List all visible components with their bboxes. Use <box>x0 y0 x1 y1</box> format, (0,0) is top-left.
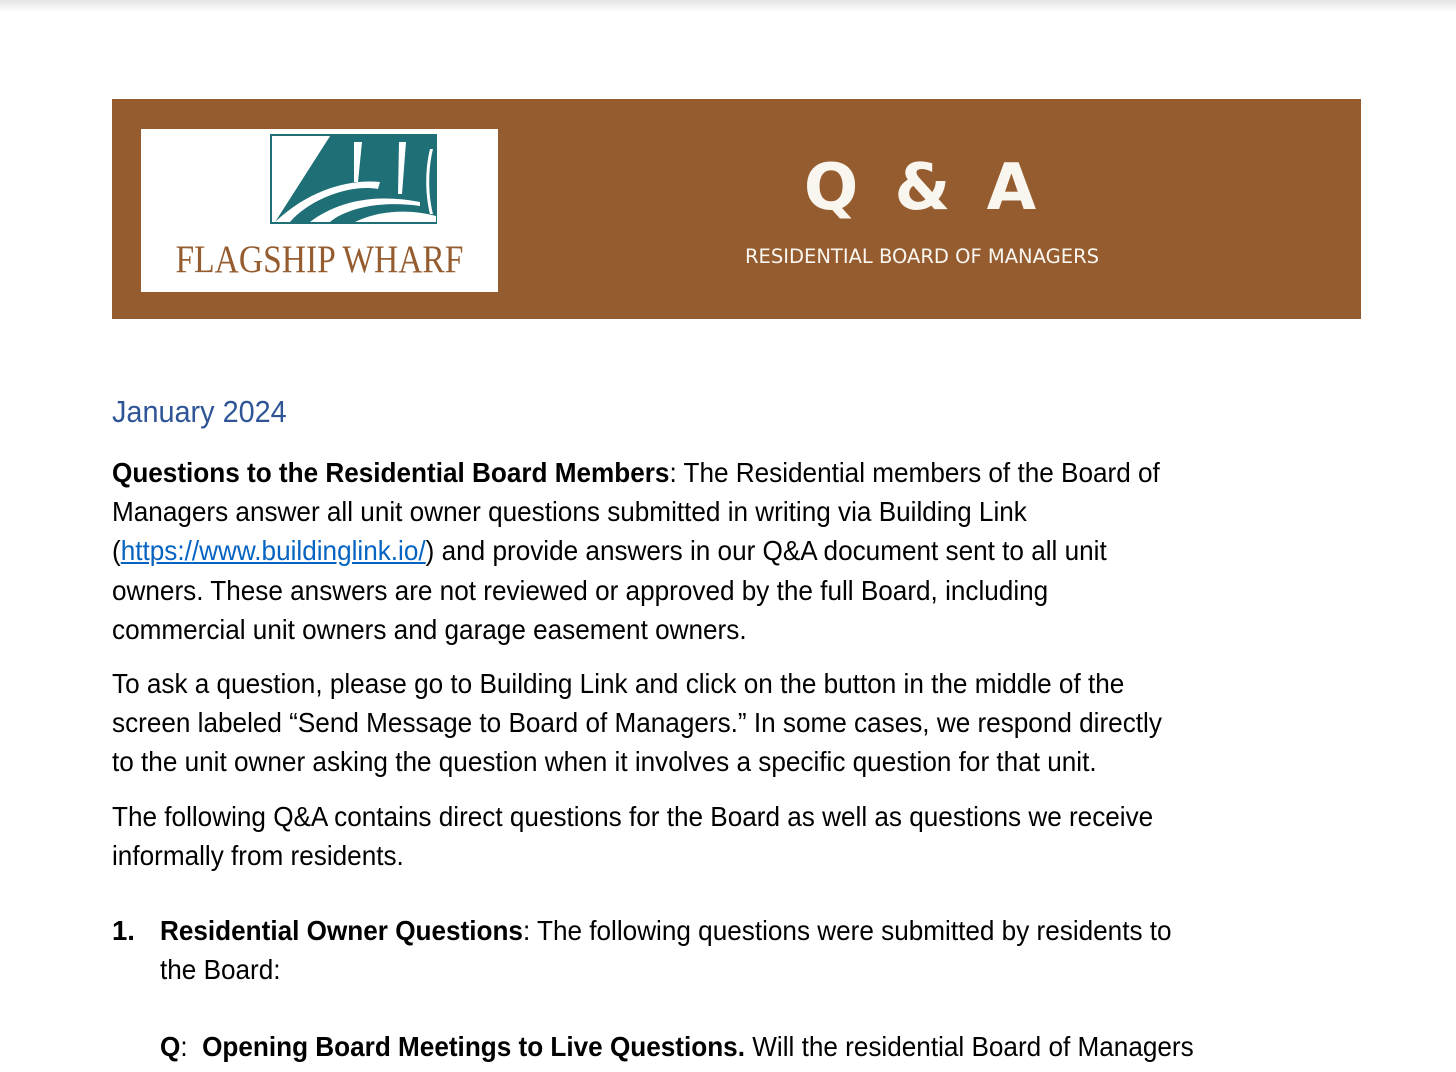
flagship-wharf-logo <box>141 129 498 292</box>
following-line-2: informally from residents. <box>112 840 404 872</box>
section-1-line-2: the Board: <box>160 954 281 986</box>
buildinglink-url-link[interactable]: https://www.buildinglink.io/ <box>120 535 426 567</box>
logo-wordmark: FLAGSHIP WHARF <box>175 238 464 281</box>
how-to-ask-paragraph <box>112 664 1312 782</box>
document-date: January 2024 <box>112 394 287 429</box>
section-1-heading: Residential Owner Questions <box>160 915 523 946</box>
following-paragraph <box>112 797 1312 875</box>
intro-line-1: Questions to the Residential Board Members: The Residential members of the Board of <box>112 457 1160 488</box>
intro-line-5: commercial unit owners and garage easement owners. <box>112 613 747 645</box>
intro-line-2: Managers answer all unit owner questions submitted in writing via Building Link <box>112 496 1027 528</box>
how-to-ask-line-2: screen labeled “Send Message to Board of Managers.” In some cases, we respond directly <box>112 707 1162 739</box>
qa-subtitle: RESIDENTIAL BOARD OF MANAGERS <box>745 245 1099 268</box>
question-text: Will the residential Board of Managers <box>744 1031 1194 1062</box>
header-banner <box>112 99 1361 319</box>
section-1-line-1: Residential Owner Questions: The following questions were submitted by residents to <box>160 915 1172 946</box>
how-to-ask-line-3: to the unit owner asking the question when it involves a specific question for that unit. <box>112 746 1097 778</box>
section-number: 1. <box>112 915 135 946</box>
question-prefix: Q <box>160 1031 181 1062</box>
intro-line-4: owners. These answers are not reviewed or approved by the full Board, including <box>112 574 1049 606</box>
sailboat-logo-icon <box>270 134 437 224</box>
how-to-ask-line-1: To ask a question, please go to Building Link and click on the button in the middle of the <box>112 668 1125 699</box>
qa-title: Q & A <box>803 151 1041 225</box>
intro-paragraph <box>112 453 1312 649</box>
question-1: Q: Opening Board Meetings to Live Questions. Will the residential Board of Managers <box>160 1031 1194 1062</box>
window-top-shadow <box>0 0 1456 12</box>
intro-heading: Questions to the Residential Board Members <box>112 457 670 488</box>
following-line-1: The following Q&A contains direct questions for the Board as well as questions we receive <box>112 801 1154 832</box>
question-heading: Opening Board Meetings to Live Questions. <box>202 1031 745 1062</box>
intro-line-3: (https://www.buildinglink.io/) and provide answers in our Q&A document sent to all unit <box>112 535 1107 567</box>
